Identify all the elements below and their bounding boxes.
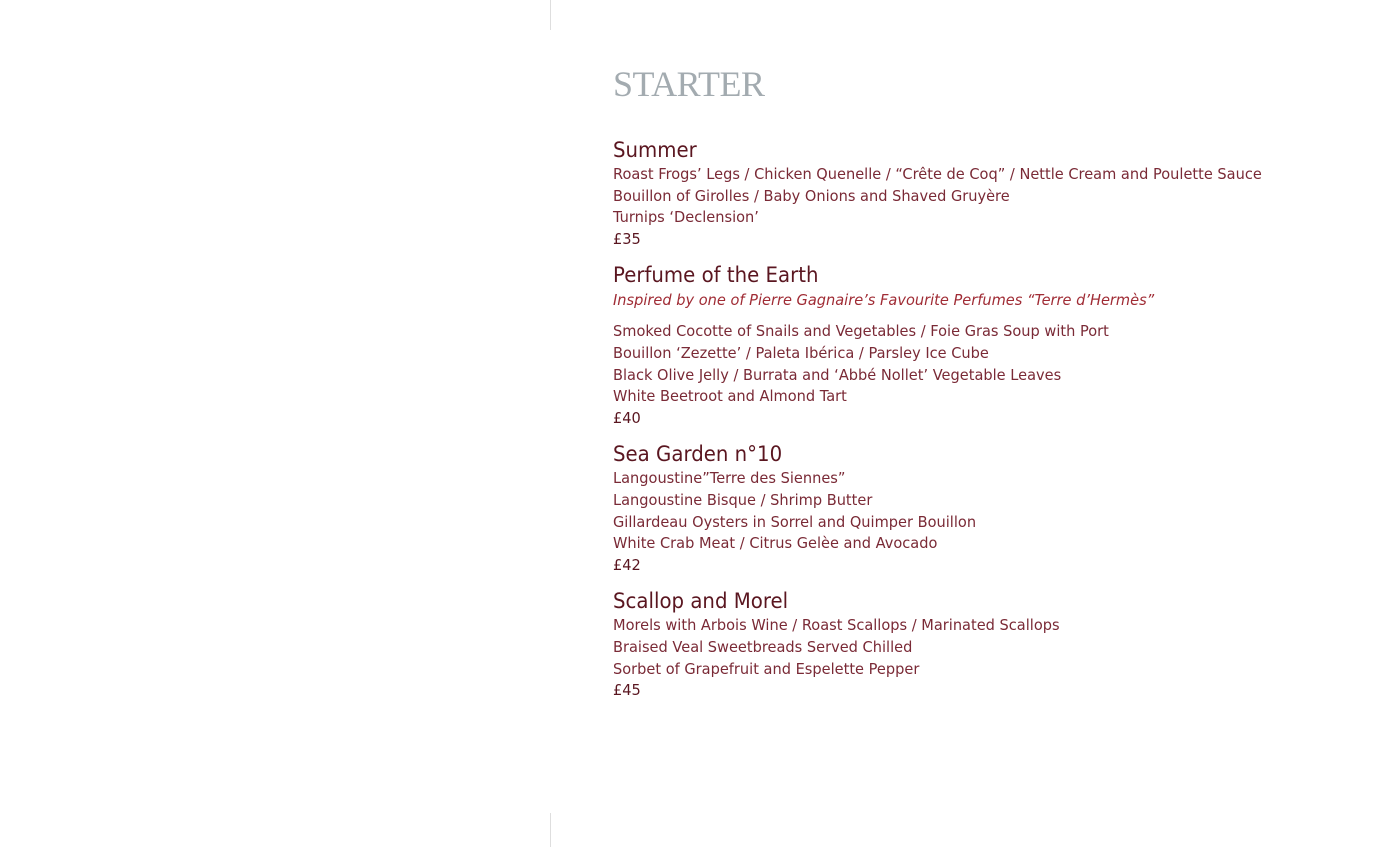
starter-menu xyxy=(613,62,1373,714)
dish-name: Scallop and Morel xyxy=(613,589,789,614)
section-title: STARTER xyxy=(613,64,765,104)
dish-description-line: Langoustine”Terre des Siennes” xyxy=(613,469,846,488)
dish-price: £35 xyxy=(613,229,641,248)
dish-scallop-and-morel xyxy=(613,588,1373,701)
dish-perfume-of-the-earth xyxy=(613,262,1373,429)
dish-description-line: Black Olive Jelly / Burrata and ‘Abbé Nollet’ Vegetable Leaves xyxy=(613,365,1062,384)
dish-description-line: Morels with Arbois Wine / Roast Scallops / Marinated Scallops xyxy=(613,616,1060,635)
dish-description-line: White Crab Meat / Citrus Gelèe and Avocado xyxy=(613,534,938,553)
dish-name: Summer xyxy=(613,138,697,162)
dish-description-line: White Beetroot and Almond Tart xyxy=(613,387,847,406)
dish-description-line: Langoustine Bisque / Shrimp Butter xyxy=(613,490,873,509)
dish-inspiration-note: Inspired by one of Pierre Gagnaire’s Favourite Perfumes “Terre d’Hermès” xyxy=(613,291,1155,310)
dish-description-line: Bouillon ‘Zezette’ / Paleta Ibérica / Parsley Ice Cube xyxy=(613,343,989,362)
dish-description-line: Braised Veal Sweetbreads Served Chilled xyxy=(613,637,913,656)
dish-description-line: Smoked Cocotte of Snails and Vegetables / Foie Gras Soup with Port xyxy=(613,322,1109,341)
dish-summer xyxy=(613,137,1373,250)
dish-description-line: Turnips ‘Declension’ xyxy=(613,208,759,227)
page-fold-line-top xyxy=(550,0,551,30)
dish-price: £45 xyxy=(613,681,641,700)
dish-price: £42 xyxy=(613,555,641,574)
dish-description-line: Bouillon of Girolles / Baby Onions and Shaved Gruyère xyxy=(613,186,1010,205)
dish-name: Perfume of the Earth xyxy=(613,263,819,288)
dish-name: Sea Garden n°10 xyxy=(613,442,783,467)
dish-description-line: Roast Frogs’ Legs / Chicken Quenelle / “Crête de Coq” / Nettle Cream and Poulette Sauce xyxy=(613,165,1262,183)
dish-sea-garden xyxy=(613,441,1373,576)
page-fold-line-bottom xyxy=(550,813,551,847)
dish-price: £40 xyxy=(613,408,641,427)
dish-description-line: Sorbet of Grapefruit and Espelette Pepper xyxy=(613,659,920,678)
dish-description-line: Gillardeau Oysters in Sorrel and Quimper Bouillon xyxy=(613,512,977,531)
